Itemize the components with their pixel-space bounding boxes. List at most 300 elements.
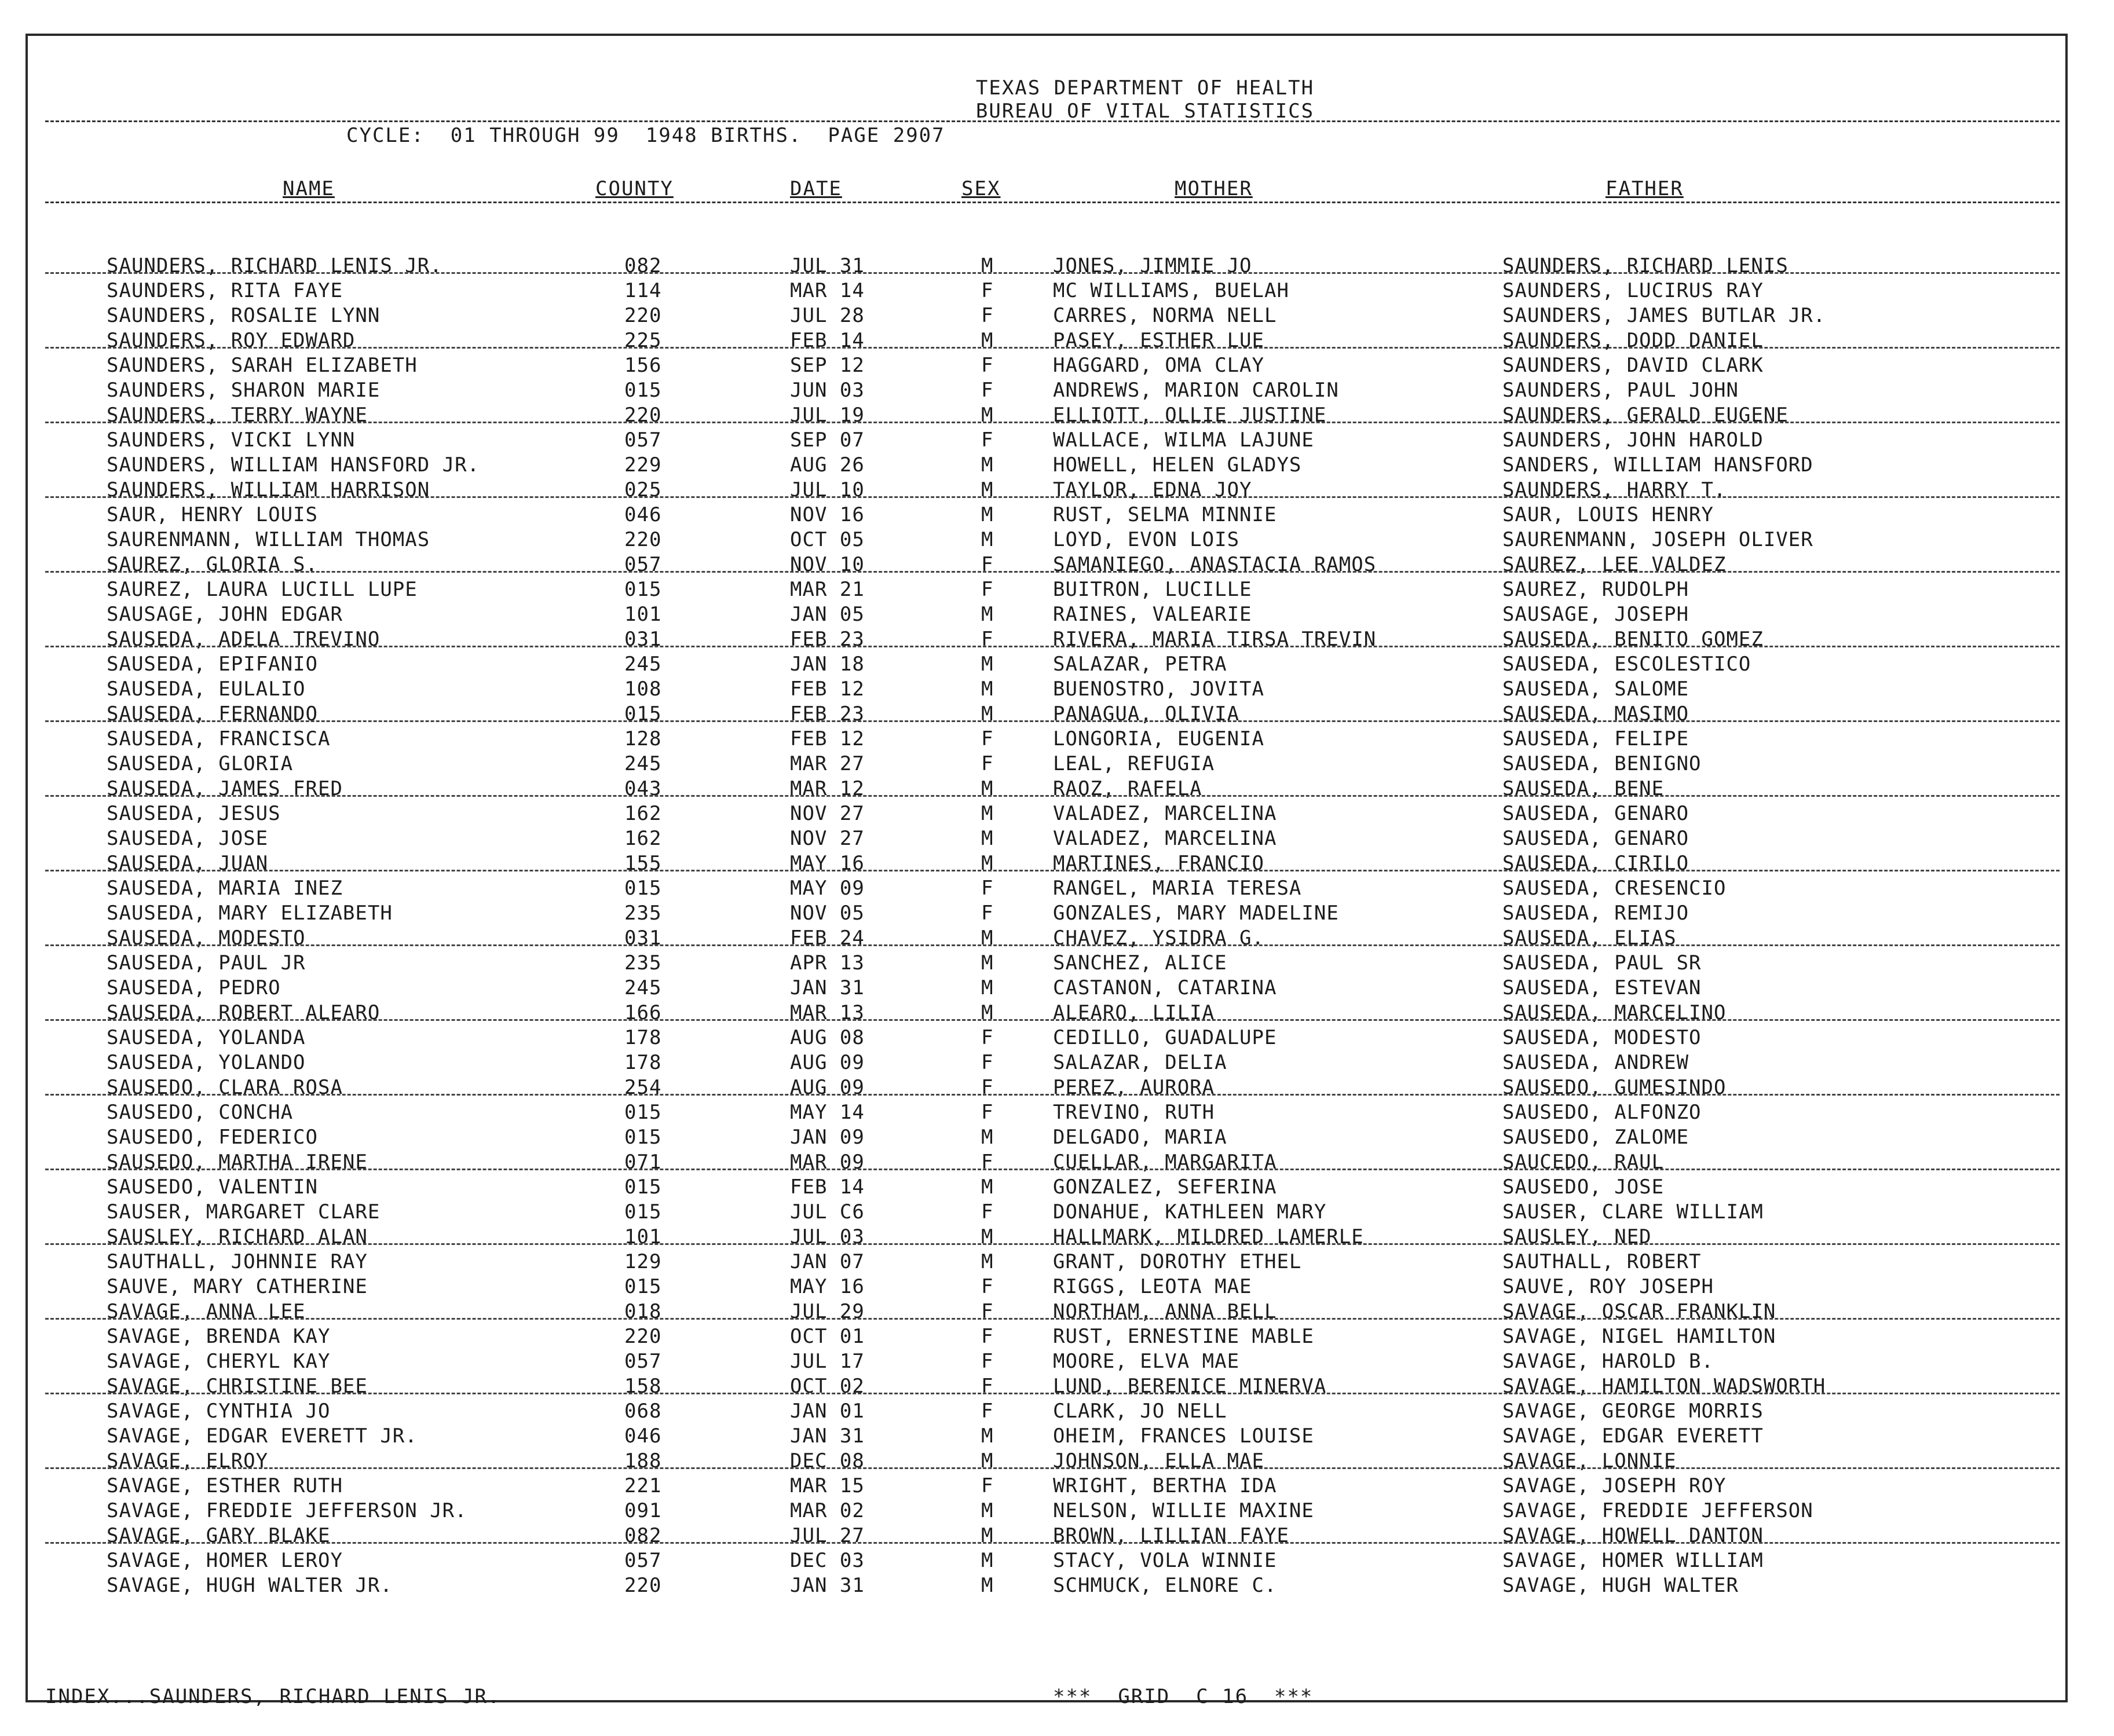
cell-date: AUG 09 xyxy=(790,1076,865,1099)
cell-sex: M xyxy=(981,254,994,277)
cell-county: 015 xyxy=(624,1200,662,1224)
table-row xyxy=(28,254,2065,279)
cell-date: MAY 16 xyxy=(790,852,865,875)
table-row xyxy=(28,602,2065,627)
cell-date: MAY 14 xyxy=(790,1101,865,1124)
cell-date: JUL C6 xyxy=(790,1200,865,1224)
cell-sex: F xyxy=(981,553,994,576)
cell-county: 155 xyxy=(624,852,662,875)
table-row xyxy=(28,1100,2065,1125)
table-row xyxy=(28,702,2065,727)
cell-county: 046 xyxy=(624,1424,662,1448)
cell-mother: BUENOSTRO, JOVITA xyxy=(1053,677,1264,701)
cell-mother: PASEY, ESTHER LUE xyxy=(1053,329,1264,352)
table-row xyxy=(28,801,2065,826)
cell-father: SAVAGE, HAROLD B. xyxy=(1502,1350,1714,1373)
cell-mother: LUND, BERENICE MINERVA xyxy=(1053,1375,1327,1398)
table-row xyxy=(28,1200,2065,1225)
cell-mother: PANAGUA, OLIVIA xyxy=(1053,702,1240,726)
cell-sex: F xyxy=(981,727,994,750)
cell-name: SAUSEDO, MARTHA IRENE xyxy=(107,1151,368,1174)
cell-father: SAUSEDA, FELIPE xyxy=(1502,727,1689,750)
cell-date: FEB 14 xyxy=(790,1175,865,1199)
cell-county: 082 xyxy=(624,1524,662,1547)
table-row xyxy=(28,777,2065,801)
cell-county: 031 xyxy=(624,926,662,950)
cell-sex: M xyxy=(981,1574,994,1597)
cell-county: 188 xyxy=(624,1449,662,1473)
cell-sex: M xyxy=(981,503,994,526)
cell-date: JUL 19 xyxy=(790,404,865,427)
cell-sex: M xyxy=(981,1126,994,1149)
table-row xyxy=(28,552,2065,577)
cell-mother: RUST, ERNESTINE MABLE xyxy=(1053,1325,1314,1348)
cell-father: SAUSEDA, ELIAS xyxy=(1502,926,1677,950)
cell-sex: M xyxy=(981,677,994,701)
cell-date: SEP 12 xyxy=(790,354,865,377)
cell-sex: M xyxy=(981,802,994,825)
table-row xyxy=(28,1499,2065,1523)
cell-father: SAUNDERS, GERALD EUGENE xyxy=(1502,404,1789,427)
table-row xyxy=(28,677,2065,702)
cell-mother: DELGADO, MARIA xyxy=(1053,1126,1227,1149)
cell-county: 015 xyxy=(624,1275,662,1298)
table-row xyxy=(28,1399,2065,1424)
cell-county: 015 xyxy=(624,877,662,900)
cell-sex: M xyxy=(981,528,994,551)
cell-county: 031 xyxy=(624,628,662,651)
cell-sex: M xyxy=(981,1424,994,1448)
cell-county: 245 xyxy=(624,752,662,775)
cell-name: SAVAGE, GARY BLAKE xyxy=(107,1524,331,1547)
cell-name: SAVAGE, ANNA LEE xyxy=(107,1300,306,1323)
cell-father: SAUNDERS, JAMES BUTLAR JR. xyxy=(1502,304,1826,327)
cell-father: SAURENMANN, JOSEPH OLIVER xyxy=(1502,528,1813,551)
cell-father: SAUSEDA, CIRILO xyxy=(1502,852,1689,875)
cell-father: SAUSEDA, BENE xyxy=(1502,777,1665,800)
cell-name: SAUNDERS, SHARON MARIE xyxy=(107,379,381,402)
cell-county: 129 xyxy=(624,1250,662,1273)
cell-mother: GONZALEZ, SEFERINA xyxy=(1053,1175,1277,1199)
cell-date: MAR 12 xyxy=(790,777,865,800)
cell-father: SAUSEDA, ANDREW xyxy=(1502,1051,1689,1074)
cell-sex: M xyxy=(981,453,994,477)
table-row xyxy=(28,1050,2065,1075)
cell-father: SAVAGE, HUGH WALTER xyxy=(1502,1574,1739,1597)
cell-name: SAUVE, MARY CATHERINE xyxy=(107,1275,368,1298)
column-header-county: COUNTY xyxy=(595,177,674,200)
cell-date: MAY 16 xyxy=(790,1275,865,1298)
table-row xyxy=(28,652,2065,677)
cell-sex: F xyxy=(981,1200,994,1224)
cell-county: 162 xyxy=(624,802,662,825)
cell-name: SAUSEDA, ROBERT ALEARO xyxy=(107,1001,381,1024)
header-bureau: BUREAU OF VITAL STATISTICS xyxy=(975,100,1315,123)
cell-date: MAR 14 xyxy=(790,279,865,302)
cell-mother: SAMANIEGO, ANASTACIA RAMOS xyxy=(1053,553,1377,576)
footer-grid: *** GRID C 16 *** xyxy=(1053,1685,1314,1708)
cell-county: 245 xyxy=(624,653,662,676)
cell-sex: M xyxy=(981,702,994,726)
cell-mother: RUST, SELMA MINNIE xyxy=(1053,503,1277,526)
cell-county: 220 xyxy=(624,304,662,327)
cell-county: 220 xyxy=(624,1325,662,1348)
cell-sex: M xyxy=(981,603,994,626)
cell-name: SAUSAGE, JOHN EDGAR xyxy=(107,603,343,626)
cell-father: SAUCEDO, RAUL xyxy=(1502,1151,1665,1174)
cell-father: SAUSEDA, GENARO xyxy=(1502,802,1689,825)
cell-mother: CASTANON, CATARINA xyxy=(1053,976,1277,999)
table-row xyxy=(28,303,2065,328)
cell-mother: GRANT, DOROTHY ETHEL xyxy=(1053,1250,1302,1273)
cell-county: 018 xyxy=(624,1300,662,1323)
cell-mother: DONAHUE, KATHLEEN MARY xyxy=(1053,1200,1327,1224)
cell-father: SAUSEDA, MODESTO xyxy=(1502,1026,1702,1049)
table-row xyxy=(28,453,2065,478)
table-row xyxy=(28,1225,2065,1250)
cell-father: SAUNDERS, DAVID CLARK xyxy=(1502,354,1764,377)
header-department: TEXAS DEPARTMENT OF HEALTH xyxy=(975,76,1315,100)
cell-name: SAUSER, MARGARET CLARE xyxy=(107,1200,381,1224)
cell-name: SAUSEDA, FRANCISCA xyxy=(107,727,331,750)
cell-name: SAUR, HENRY LOUIS xyxy=(107,503,318,526)
cell-mother: MC WILLIAMS, BUELAH xyxy=(1053,279,1289,302)
cell-sex: F xyxy=(981,354,994,377)
table-row xyxy=(28,826,2065,851)
table-row xyxy=(28,851,2065,876)
cell-county: 220 xyxy=(624,1574,662,1597)
cell-father: SAUVE, ROY JOSEPH xyxy=(1502,1275,1714,1298)
cell-sex: F xyxy=(981,902,994,925)
table-row xyxy=(28,1349,2065,1374)
cell-county: 254 xyxy=(624,1076,662,1099)
cell-mother: JONES, JIMMIE JO xyxy=(1053,254,1252,277)
cell-name: SAUSEDA, JAMES FRED xyxy=(107,777,343,800)
table-row xyxy=(28,328,2065,353)
cell-sex: M xyxy=(981,926,994,950)
cell-county: 128 xyxy=(624,727,662,750)
cell-name: SAVAGE, CHERYL KAY xyxy=(107,1350,331,1373)
table-row xyxy=(28,403,2065,428)
cell-name: SAVAGE, BRENDA KAY xyxy=(107,1325,331,1348)
table-row xyxy=(28,752,2065,777)
cell-name: SAVAGE, ESTHER RUTH xyxy=(107,1474,343,1497)
cell-sex: F xyxy=(981,1051,994,1074)
cell-county: 114 xyxy=(624,279,662,302)
cell-name: SAUNDERS, RICHARD LENIS JR. xyxy=(107,254,442,277)
cell-date: JUL 29 xyxy=(790,1300,865,1323)
cell-mother: CUELLAR, MARGARITA xyxy=(1053,1151,1277,1174)
cell-father: SAUSEDA, PAUL SR xyxy=(1502,951,1702,975)
cell-sex: M xyxy=(981,1499,994,1522)
cell-sex: F xyxy=(981,1076,994,1099)
cell-mother: HOWELL, HELEN GLADYS xyxy=(1053,453,1302,477)
cell-father: SAUSEDA, GENARO xyxy=(1502,827,1689,850)
cell-father: SAVAGE, HOWELL DANTON xyxy=(1502,1524,1764,1547)
cell-county: 015 xyxy=(624,1101,662,1124)
table-row xyxy=(28,1299,2065,1324)
cell-mother: WALLACE, WILMA LAJUNE xyxy=(1053,428,1314,452)
cell-sex: F xyxy=(981,428,994,452)
cell-name: SAUNDERS, SARAH ELIZABETH xyxy=(107,354,418,377)
cell-name: SAUNDERS, RITA FAYE xyxy=(107,279,343,302)
cell-sex: M xyxy=(981,1250,994,1273)
cell-mother: PEREZ, AURORA xyxy=(1053,1076,1215,1099)
cell-father: SAUSEDO, JOSE xyxy=(1502,1175,1665,1199)
cell-name: SAUSEDA, YOLANDA xyxy=(107,1026,306,1049)
cell-father: SAVAGE, FREDDIE JEFFERSON xyxy=(1502,1499,1813,1522)
cell-mother: CARRES, NORMA NELL xyxy=(1053,304,1277,327)
cell-father: SAUTHALL, ROBERT xyxy=(1502,1250,1702,1273)
cell-county: 015 xyxy=(624,578,662,601)
cell-mother: SCHMUCK, ELNORE C. xyxy=(1053,1574,1277,1597)
cell-date: AUG 08 xyxy=(790,1026,865,1049)
cell-county: 057 xyxy=(624,428,662,452)
cell-name: SAVAGE, CHRISTINE BEE xyxy=(107,1375,368,1398)
cell-sex: F xyxy=(981,578,994,601)
cell-sex: F xyxy=(981,628,994,651)
cell-mother: LEAL, REFUGIA xyxy=(1053,752,1215,775)
cell-date: MAR 21 xyxy=(790,578,865,601)
cell-sex: M xyxy=(981,1549,994,1572)
cell-date: JAN 31 xyxy=(790,976,865,999)
table-row xyxy=(28,1324,2065,1349)
cell-sex: M xyxy=(981,951,994,975)
cell-name: SAUREZ, GLORIA S. xyxy=(107,553,318,576)
cell-date: DEC 03 xyxy=(790,1549,865,1572)
cell-name: SAUNDERS, TERRY WAYNE xyxy=(107,404,368,427)
cell-father: SAVAGE, JOSEPH ROY xyxy=(1502,1474,1727,1497)
cell-name: SAUSEDA, JUAN xyxy=(107,852,269,875)
cell-mother: CLARK, JO NELL xyxy=(1053,1400,1227,1423)
cell-name: SAUSEDA, EULALIO xyxy=(107,677,306,701)
cell-name: SAVAGE, EDGAR EVERETT JR. xyxy=(107,1424,418,1448)
cell-name: SAUSEDA, JESUS xyxy=(107,802,281,825)
table-row xyxy=(28,1573,2065,1598)
cell-county: 162 xyxy=(624,827,662,850)
cell-mother: NORTHAM, ANNA BELL xyxy=(1053,1300,1277,1323)
cell-sex: F xyxy=(981,752,994,775)
cell-sex: M xyxy=(981,827,994,850)
cell-county: 220 xyxy=(624,404,662,427)
cell-mother: BROWN, LILLIAN FAYE xyxy=(1053,1524,1289,1547)
cell-father: SAUNDERS, PAUL JOHN xyxy=(1502,379,1739,402)
table-row xyxy=(28,577,2065,602)
cell-father: SAUSEDO, ALFONZO xyxy=(1502,1101,1702,1124)
table-row xyxy=(28,1026,2065,1050)
cell-date: OCT 05 xyxy=(790,528,865,551)
table-row xyxy=(28,901,2065,926)
cell-sex: M xyxy=(981,329,994,352)
cell-name: SAUNDERS, VICKI LYNN xyxy=(107,428,356,452)
cell-name: SAUSEDA, EPIFANIO xyxy=(107,653,318,676)
cell-father: SAVAGE, NIGEL HAMILTON xyxy=(1502,1325,1776,1348)
cell-sex: M xyxy=(981,1524,994,1547)
cell-father: SAVAGE, HOMER WILLIAM xyxy=(1502,1549,1764,1572)
table-row xyxy=(28,1075,2065,1100)
cell-county: 245 xyxy=(624,976,662,999)
cell-county: 057 xyxy=(624,1350,662,1373)
cell-county: 043 xyxy=(624,777,662,800)
cell-date: JAN 31 xyxy=(790,1424,865,1448)
cell-father: SAUNDERS, LUCIRUS RAY xyxy=(1502,279,1764,302)
cell-county: 057 xyxy=(624,553,662,576)
cell-name: SAUNDERS, WILLIAM HARRISON xyxy=(107,478,430,501)
table-row xyxy=(28,876,2065,901)
cell-name: SAUNDERS, ROSALIE LYNN xyxy=(107,304,381,327)
cell-sex: F xyxy=(981,279,994,302)
cell-date: NOV 10 xyxy=(790,553,865,576)
cell-sex: M xyxy=(981,1175,994,1199)
cell-sex: M xyxy=(981,404,994,427)
cell-county: 178 xyxy=(624,1026,662,1049)
cell-mother: ANDREWS, MARION CAROLIN xyxy=(1053,379,1339,402)
cell-county: 235 xyxy=(624,951,662,975)
cell-father: SAUSEDA, SALOME xyxy=(1502,677,1689,701)
table-row xyxy=(28,378,2065,403)
cell-father: SAUSEDA, MARCELINO xyxy=(1502,1001,1727,1024)
cell-name: SAUSEDA, MARIA INEZ xyxy=(107,877,343,900)
table-row xyxy=(28,503,2065,528)
cell-mother: CEDILLO, GUADALUPE xyxy=(1053,1026,1277,1049)
cell-father: SAUSEDA, REMIJO xyxy=(1502,902,1689,925)
cell-mother: ALEARO, LILIA xyxy=(1053,1001,1215,1024)
cell-father: SAVAGE, LONNIE xyxy=(1502,1449,1677,1473)
cell-sex: F xyxy=(981,379,994,402)
cell-mother: STACY, VOLA WINNIE xyxy=(1053,1549,1277,1572)
table-row xyxy=(28,1523,2065,1548)
cell-date: DEC 08 xyxy=(790,1449,865,1473)
cell-date: FEB 24 xyxy=(790,926,865,950)
cell-date: MAR 15 xyxy=(790,1474,865,1497)
cell-name: SAUSEDO, FEDERICO xyxy=(107,1126,318,1149)
cell-date: JUN 03 xyxy=(790,379,865,402)
cell-father: SAVAGE, EDGAR EVERETT xyxy=(1502,1424,1764,1448)
records-table xyxy=(28,254,2065,1598)
cell-date: APR 13 xyxy=(790,951,865,975)
cell-county: 166 xyxy=(624,1001,662,1024)
cell-date: JAN 01 xyxy=(790,1400,865,1423)
table-row xyxy=(28,1424,2065,1449)
cell-county: 082 xyxy=(624,254,662,277)
table-row xyxy=(28,1250,2065,1274)
cell-father: SAUSEDO, GUMESINDO xyxy=(1502,1076,1727,1099)
cell-father: SAUNDERS, RICHARD LENIS xyxy=(1502,254,1789,277)
cell-father: SAUREZ, RUDOLPH xyxy=(1502,578,1689,601)
cell-name: SAURENMANN, WILLIAM THOMAS xyxy=(107,528,430,551)
cell-mother: WRIGHT, BERTHA IDA xyxy=(1053,1474,1277,1497)
cell-mother: RAOZ, RAFELA xyxy=(1053,777,1202,800)
cell-date: FEB 12 xyxy=(790,677,865,701)
table-row xyxy=(28,1374,2065,1399)
cell-father: SANDERS, WILLIAM HANSFORD xyxy=(1502,453,1813,477)
table-row xyxy=(28,627,2065,652)
cell-county: 101 xyxy=(624,1225,662,1248)
cell-county: 220 xyxy=(624,528,662,551)
cell-father: SAUR, LOUIS HENRY xyxy=(1502,503,1714,526)
cell-mother: SALAZAR, DELIA xyxy=(1053,1051,1227,1074)
table-row xyxy=(28,976,2065,1001)
cell-mother: NELSON, WILLIE MAXINE xyxy=(1053,1499,1314,1522)
cell-date: NOV 27 xyxy=(790,827,865,850)
cell-date: JUL 27 xyxy=(790,1524,865,1547)
cell-father: SAUSEDA, MASIMO xyxy=(1502,702,1689,726)
cell-name: SAUTHALL, JOHNNIE RAY xyxy=(107,1250,368,1273)
cell-sex: F xyxy=(981,1300,994,1323)
cell-sex: M xyxy=(981,1449,994,1473)
cell-date: JUL 10 xyxy=(790,478,865,501)
table-row xyxy=(28,279,2065,303)
table-row xyxy=(28,1449,2065,1474)
cell-date: JUL 28 xyxy=(790,304,865,327)
cell-name: SAUSEDO, VALENTIN xyxy=(107,1175,318,1199)
cell-father: SAUNDERS, DODD DANIEL xyxy=(1502,329,1764,352)
cell-name: SAVAGE, CYNTHIA JO xyxy=(107,1400,331,1423)
table-row xyxy=(28,1150,2065,1175)
cell-sex: F xyxy=(981,1474,994,1497)
column-header-mother: MOTHER xyxy=(1175,177,1253,200)
cell-mother: MARTINES, FRANCIO xyxy=(1053,852,1264,875)
cell-name: SAVAGE, HOMER LEROY xyxy=(107,1549,343,1572)
cell-date: MAY 09 xyxy=(790,877,865,900)
cell-county: 071 xyxy=(624,1151,662,1174)
cell-mother: TREVINO, RUTH xyxy=(1053,1101,1215,1124)
cell-mother: OHEIM, FRANCES LOUISE xyxy=(1053,1424,1314,1448)
page-frame xyxy=(25,34,2068,1708)
column-header-divider xyxy=(45,202,2060,203)
column-header-date: DATE xyxy=(790,177,842,200)
cell-county: 225 xyxy=(624,329,662,352)
table-row xyxy=(28,528,2065,552)
table-row xyxy=(28,951,2065,976)
cell-date: MAR 27 xyxy=(790,752,865,775)
cell-date: JUL 03 xyxy=(790,1225,865,1248)
column-header-sex: SEX xyxy=(961,177,1001,200)
cell-sex: M xyxy=(981,1001,994,1024)
cell-mother: CHAVEZ, YSIDRA G. xyxy=(1053,926,1264,950)
cell-name: SAUSEDO, CONCHA xyxy=(107,1101,294,1124)
cell-father: SAUSEDA, CRESENCIO xyxy=(1502,877,1727,900)
cell-date: FEB 23 xyxy=(790,628,865,651)
cell-name: SAUSEDA, FERNANDO xyxy=(107,702,318,726)
cell-county: 178 xyxy=(624,1051,662,1074)
header-divider xyxy=(45,120,2060,122)
cell-name: SAUNDERS, WILLIAM HANSFORD JR. xyxy=(107,453,480,477)
cell-mother: LONGORIA, EUGENIA xyxy=(1053,727,1264,750)
cell-county: 057 xyxy=(624,1549,662,1572)
cell-county: 091 xyxy=(624,1499,662,1522)
cell-date: NOV 16 xyxy=(790,503,865,526)
cell-father: SAUSEDA, BENIGNO xyxy=(1502,752,1702,775)
cell-sex: F xyxy=(981,1350,994,1373)
cell-mother: RIGGS, LEOTA MAE xyxy=(1053,1275,1252,1298)
cell-father: SAUREZ, LEE VALDEZ xyxy=(1502,553,1727,576)
cell-county: 156 xyxy=(624,354,662,377)
cell-mother: VALADEZ, MARCELINA xyxy=(1053,827,1277,850)
cell-county: 221 xyxy=(624,1474,662,1497)
cell-county: 108 xyxy=(624,677,662,701)
cell-county: 068 xyxy=(624,1400,662,1423)
table-row xyxy=(28,727,2065,752)
cell-name: SAUSEDA, MODESTO xyxy=(107,926,306,950)
cell-date: NOV 05 xyxy=(790,902,865,925)
cell-sex: F xyxy=(981,1101,994,1124)
cell-father: SAUSEDO, ZALOME xyxy=(1502,1126,1689,1149)
cell-mother: SANCHEZ, ALICE xyxy=(1053,951,1227,975)
table-row xyxy=(28,428,2065,453)
cell-mother: RIVERA, MARIA TIRSA TREVIN xyxy=(1053,628,1377,651)
cell-date: FEB 12 xyxy=(790,727,865,750)
